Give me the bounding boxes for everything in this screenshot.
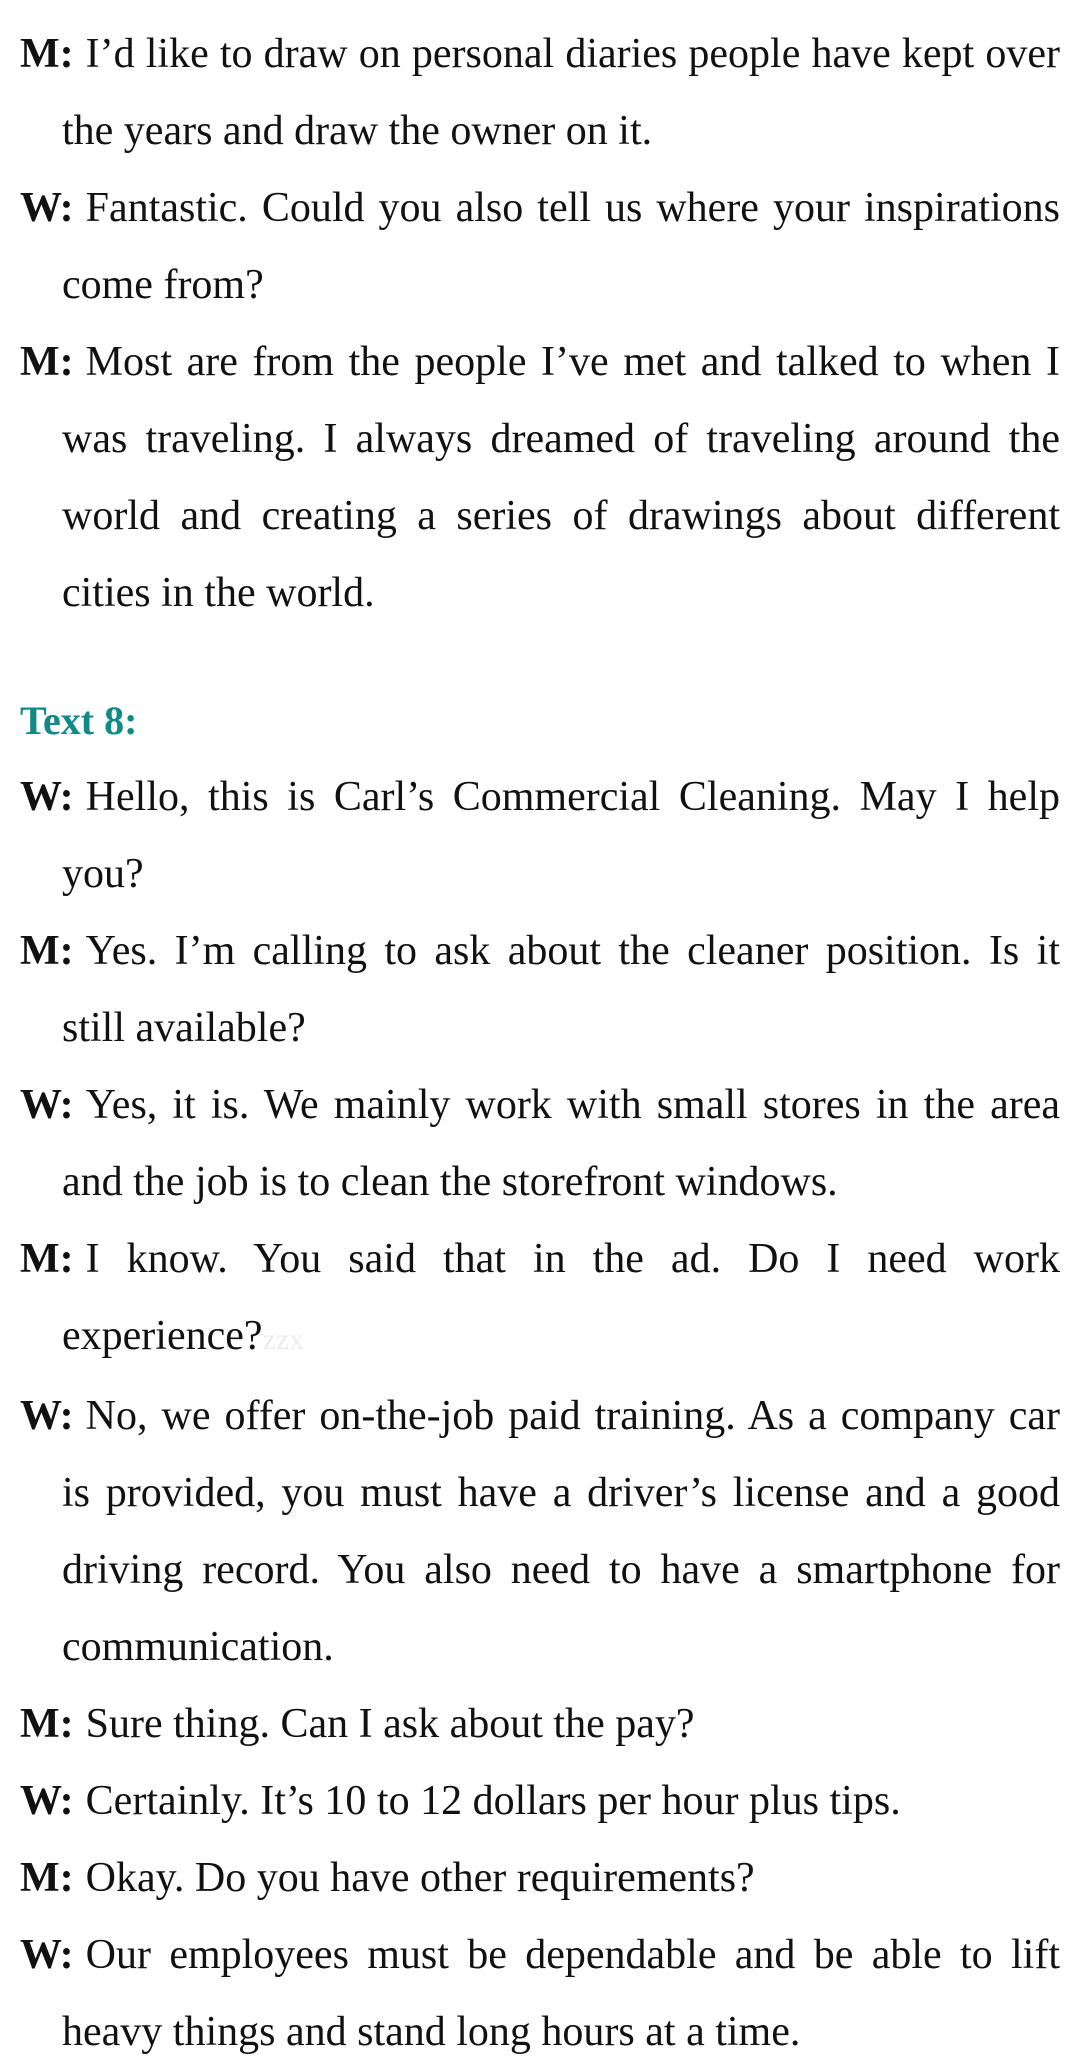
speaker-label: M:: [20, 928, 74, 974]
utterance-text: Our employees must be dependable and be able to lift heavy things and stand long hours at a time.: [62, 1932, 1060, 2055]
utterance-text: Yes, it is. We mainly work with small stores in the area and the job is to clean the storefront windows.: [62, 1082, 1060, 1205]
dialogue-turn: [20, 324, 1060, 632]
utterance-text: I know. You said that in the ad. Do I need work experience?: [62, 1236, 1060, 1359]
utterance-text: No, we offer on-the-job paid training. As a company car is provided, you must have a driver’s license and a good driving record. You also need to have a smartphone for communication.: [62, 1393, 1060, 1670]
speaker-label: W:: [20, 1393, 74, 1439]
dialogue-turn: [20, 16, 1060, 170]
utterance-text: Most are from the people I’ve met and talked to when I was traveling. I always dreamed of traveling around the world and creating a series of drawings about different cities in the world.: [62, 339, 1060, 616]
watermark-text: zzx: [262, 1323, 305, 1356]
dialogue-turn: [20, 1686, 1060, 1763]
dialogue-turn: [20, 1840, 1060, 1917]
dialogue-turn: [20, 913, 1060, 1067]
dialogue-turn: [20, 1917, 1060, 2071]
dialogue-turn: [20, 1067, 1060, 1221]
section-heading: Text 8:: [20, 698, 138, 743]
speaker-label: M:: [20, 1236, 74, 1282]
utterance-text: Yes. I’m calling to ask about the cleaner position. Is it still available?: [62, 928, 1060, 1051]
speaker-label: M:: [20, 339, 74, 385]
speaker-label: W:: [20, 1932, 74, 1978]
speaker-label: W:: [20, 185, 74, 231]
utterance-text: Sure thing. Can I ask about the pay?: [85, 1701, 695, 1747]
speaker-label: W:: [20, 1082, 74, 1128]
dialogue-turn: [20, 1763, 1060, 1840]
dialogue-turn: [20, 1221, 1060, 1378]
dialogue-turn: [20, 1378, 1060, 1686]
speaker-label: W:: [20, 1778, 74, 1824]
utterance-text: Hello, this is Carl’s Commercial Cleaning. May I help you?: [62, 774, 1060, 897]
dialogue-turn: [20, 759, 1060, 913]
speaker-label: M:: [20, 1701, 74, 1747]
utterance-text: Okay. Do you have other requirements?: [85, 1855, 755, 1901]
dialogue-turn: [20, 170, 1060, 324]
speaker-label: M:: [20, 1855, 74, 1901]
utterance-text: Fantastic. Could you also tell us where your inspirations come from?: [62, 185, 1060, 308]
utterance-text: Certainly. It’s 10 to 12 dollars per hour plus tips.: [85, 1778, 901, 1824]
speaker-label: M:: [20, 31, 74, 77]
speaker-label: W:: [20, 774, 74, 820]
utterance-text: I’d like to draw on personal diaries people have kept over the years and draw the owner on it.: [62, 31, 1060, 154]
